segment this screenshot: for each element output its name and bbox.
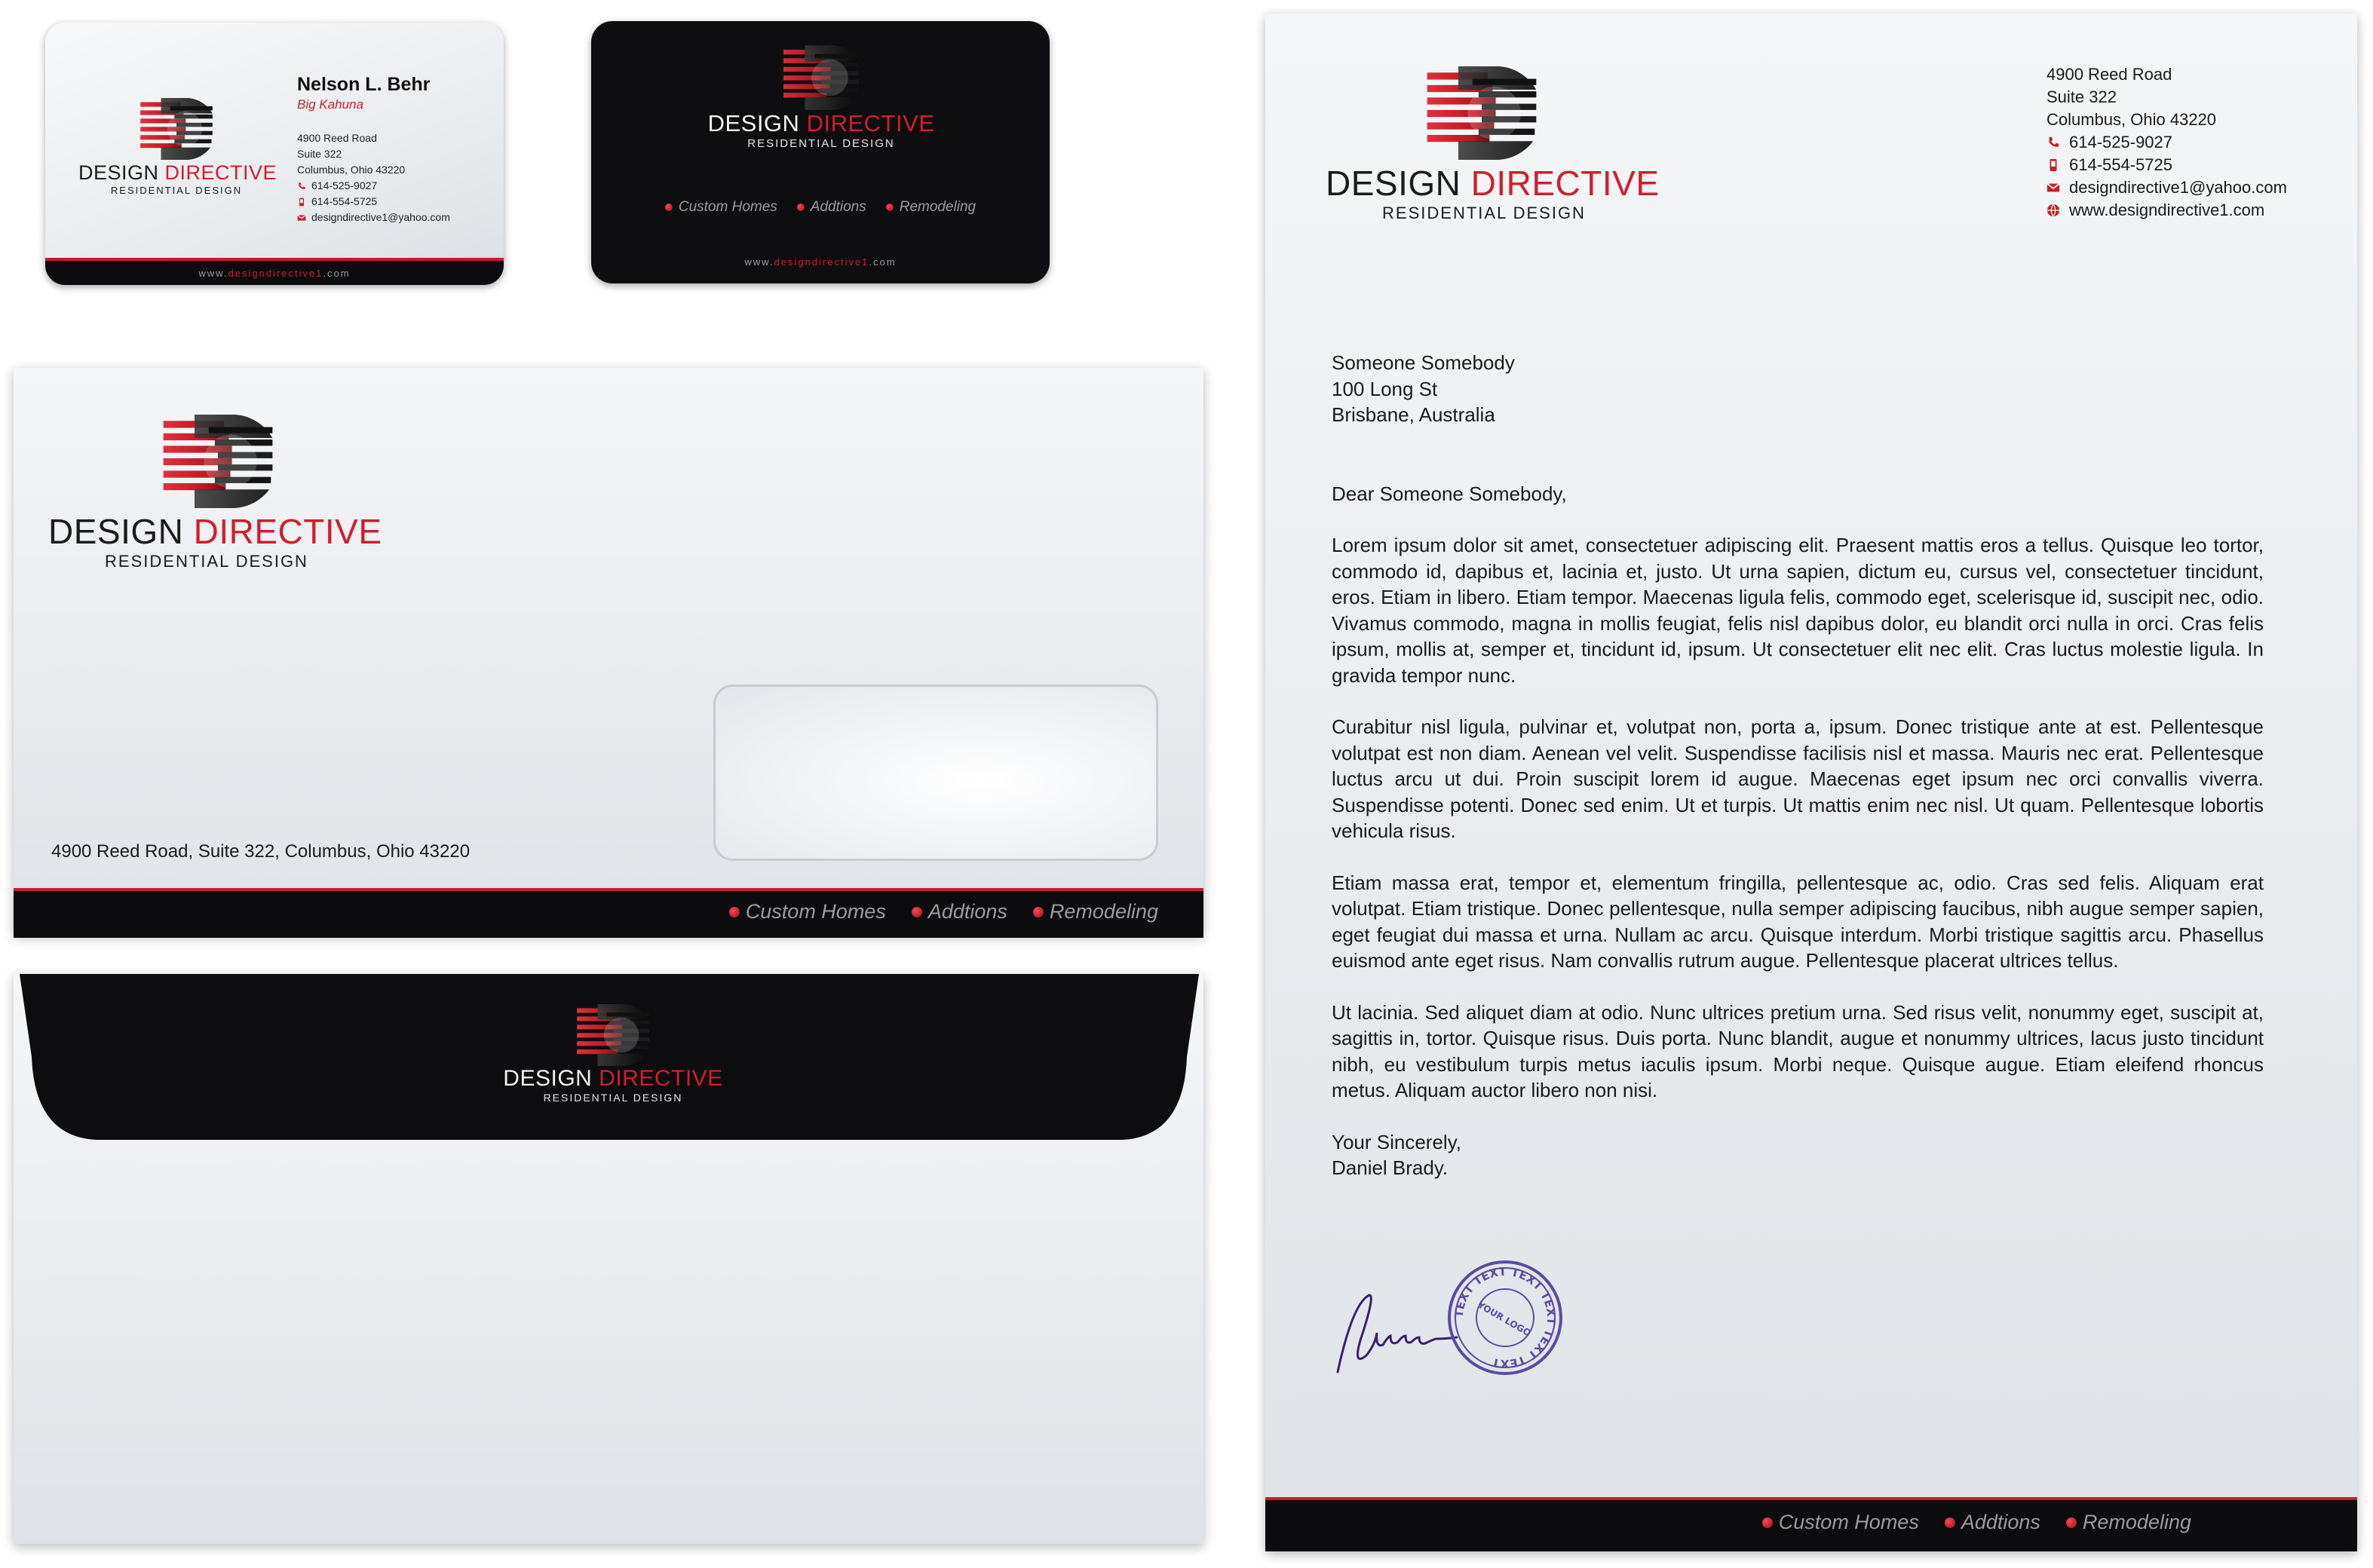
letterhead-website: www.designdirective1.com [2069, 201, 2265, 219]
card-email: designdirective1@yahoo.com [311, 211, 450, 223]
brand-word-design: DESIGN [707, 110, 800, 136]
brand-word-design: DESIGN [503, 1066, 593, 1091]
bullet-icon [1762, 1517, 1773, 1528]
service-remodeling: Remodeling [2066, 1511, 2191, 1534]
letter-salutation: Dear Someone Somebody, [1332, 482, 1567, 505]
envelope-window [713, 684, 1158, 861]
card-address-line2: Suite 322 [297, 148, 342, 160]
brand-logo [78, 98, 277, 196]
recipient-name: Someone Somebody [1332, 351, 1515, 374]
letterhead-phone: 614-525-9027 [2069, 133, 2173, 152]
brand-logo [1326, 66, 1660, 223]
brand-tagline: RESIDENTIAL DESIGN [1382, 204, 1586, 222]
phone-icon [2046, 136, 2060, 149]
logo-mark-icon [783, 45, 859, 110]
card-website-name: designdirective1 [228, 268, 323, 279]
mobile-icon [2046, 158, 2060, 172]
brand-word-design: DESIGN [1326, 164, 1461, 203]
mobile-icon [297, 198, 306, 207]
card-back-website-prefix: www. [744, 256, 774, 268]
bullet-icon [797, 204, 805, 211]
service-additions: Addtions [912, 900, 1007, 923]
brand-tagline: RESIDENTIAL DESIGN [747, 137, 895, 150]
card-phone: 614-525-9027 [311, 179, 378, 191]
brand-tagline: RESIDENTIAL DESIGN [110, 185, 243, 196]
brand-logo-dark [704, 45, 938, 150]
stamp-ring-text: TEXT TEXT TEXT TEXT TEXT TEXT [1452, 1264, 1559, 1371]
card-address-line1: 4900 Reed Road [297, 132, 377, 144]
brand-word-directive: DIRECTIVE [1470, 164, 1660, 203]
letter-paragraph: Curabitur nisl ligula, pulvinar et, volutpat non, porta a, ipsum. Donec tristique ante at est. Pellentesque volutpat est non diam. Aenean vel velit. Suspendisse facilisis nisl et massa. Mauris nec erat. Pellentesque luctus arcu ut dui. Proin suscipit lorem id augue. Maecenas eget ipsum nec orci convallis viverra. Suspendisse potenti. Donec sed enim. Ut et turpis. Ut mattis enim nec nisl. Ut quam. Pellentesque lobortis vehicula risus. [1332, 715, 2264, 842]
envelope-return-address: 4900 Reed Road, Suite 322, Columbus, Ohio 43220 [51, 841, 471, 862]
letterhead-address-line3: Columbus, Ohio 43220 [2046, 110, 2217, 129]
letterhead [1265, 14, 2357, 1551]
bullet-icon [1033, 907, 1044, 917]
letter-body [1332, 350, 2264, 1181]
bullet-icon [886, 204, 894, 211]
brand-word-directive: DIRECTIVE [599, 1066, 723, 1091]
letterhead-email: designdirective1@yahoo.com [2069, 178, 2287, 197]
logo-mark-icon [140, 98, 213, 160]
bullet-icon [912, 907, 922, 917]
business-card-back [591, 21, 1050, 283]
stamp-icon [1445, 1257, 1565, 1378]
email-icon [2046, 181, 2060, 194]
brand-logo [48, 415, 382, 571]
envelope-front [14, 368, 1203, 935]
letterhead-footer-bar [1265, 1497, 2357, 1551]
brand-tagline: RESIDENTIAL DESIGN [105, 552, 308, 571]
card-back-website-suffix: .com [869, 256, 897, 268]
service-custom-homes: Custom Homes [1762, 1511, 1919, 1534]
business-card-front [45, 23, 504, 285]
service-additions: Addtions [797, 199, 866, 216]
phone-icon [297, 182, 306, 191]
envelope-back [14, 974, 1203, 1544]
stamp-center-text: YOUR LOGO [1476, 1299, 1533, 1339]
card-footer-bar [45, 258, 504, 285]
letterhead-mobile: 614-554-5725 [2069, 155, 2173, 174]
card-title: Big Kahuna [297, 97, 363, 112]
service-remodeling: Remodeling [1033, 900, 1158, 923]
letterhead-contact [2046, 63, 2287, 222]
letter-signer: Daniel Brady. [1332, 1156, 1449, 1179]
card-address-line3: Columbus, Ohio 43220 [297, 164, 406, 176]
brand-word-directive: DIRECTIVE [164, 161, 277, 184]
card-mobile: 614-554-5725 [311, 195, 378, 207]
card-website-suffix: .com [323, 268, 351, 279]
letter-paragraph: Lorem ipsum dolor sit amet, consectetuer adipiscing elit. Praesent mattis eros a tellus. Quisque leo tortor, commodo id, dapibus et, lacinia et, justo. Ut urna sapien, dictum eu, cursus vel, consectetuer tincidunt, eros. Etiam in libero. Etiam tempor. Maecenas ligula felis, commodo eget, scelerisque id, suscipit nec, odio. Vivamus commodo, magna in mollis feugiat, felis nisl dapibus dolor, eu blandit orci nulla in orci. Cras felis ipsum, mollis at, semper et, tincidunt id, ipsum. Ut consectetuer elit nec elit. Cras luctus molestie ligula. In gravida tempor nunc. [1332, 534, 2264, 687]
bullet-icon [1945, 1517, 1955, 1528]
letterhead-address-line2: Suite 322 [2046, 87, 2117, 106]
logo-mark-icon [577, 1004, 649, 1066]
globe-icon [2046, 204, 2060, 217]
card-website-prefix: www. [198, 268, 228, 279]
logo-mark-icon [163, 415, 273, 508]
logo-mark-icon [1427, 66, 1537, 160]
brand-logo-dark [496, 1004, 730, 1104]
service-additions: Addtions [1945, 1511, 2040, 1534]
card-back-website-name: designdirective1 [774, 256, 869, 268]
brand-word-directive: DIRECTIVE [193, 512, 382, 551]
brand-word-directive: DIRECTIVE [806, 110, 935, 136]
brand-tagline: RESIDENTIAL DESIGN [543, 1092, 683, 1104]
service-remodeling: Remodeling [886, 199, 976, 216]
envelope-footer-bar [14, 888, 1203, 938]
letterhead-address-line1: 4900 Reed Road [2046, 65, 2172, 84]
bullet-icon [729, 907, 740, 917]
email-icon [297, 213, 306, 222]
recipient-street: 100 Long St [1332, 377, 1438, 400]
bullet-icon [2066, 1517, 2077, 1528]
letter-paragraph: Ut lacinia. Sed aliquet diam at odio. Nunc ultrices pretium urna. Sed risus velit, nonummy eget, suscipit at, sagittis in, tortor. Quisque risus. Duis porta. Nunc blandit, augue et nonummy ultrices, lacus justo tincidunt nibh, eu vestibulum turpis metus iaculis ipsum. Morbi neque. Quisque augue. Etiam eleifend rhoncus metus. Aliquam auctor libero non nisi. [1332, 1000, 2264, 1101]
service-custom-homes: Custom Homes [729, 900, 886, 923]
brand-word-design: DESIGN [78, 161, 159, 184]
bullet-icon [665, 204, 673, 211]
recipient-city: Brisbane, Australia [1332, 403, 1495, 426]
card-name: Nelson L. Behr [297, 74, 431, 95]
letter-closing: Your Sincerely, [1332, 1130, 1461, 1153]
service-custom-homes: Custom Homes [665, 199, 777, 216]
brand-word-design: DESIGN [48, 512, 184, 551]
letter-paragraph: Etiam massa erat, tempor et, elementum fringilla, pellentesque ac, odio. Cras sed felis. Aliquam erat volutpat. Etiam tristique. Donec pellentesque, nulla semper adipiscing faucibus, nibh augue semper sapien, eget feugiat dui massa et urna. Nullam ac arcu. Quisque interdum. Morbi tristique sagittis arcu. Phasellus euismod ante eget risus. Nam convallis rutrum augue. Pellentesque placerat ultrices tellus. [1332, 871, 2264, 972]
